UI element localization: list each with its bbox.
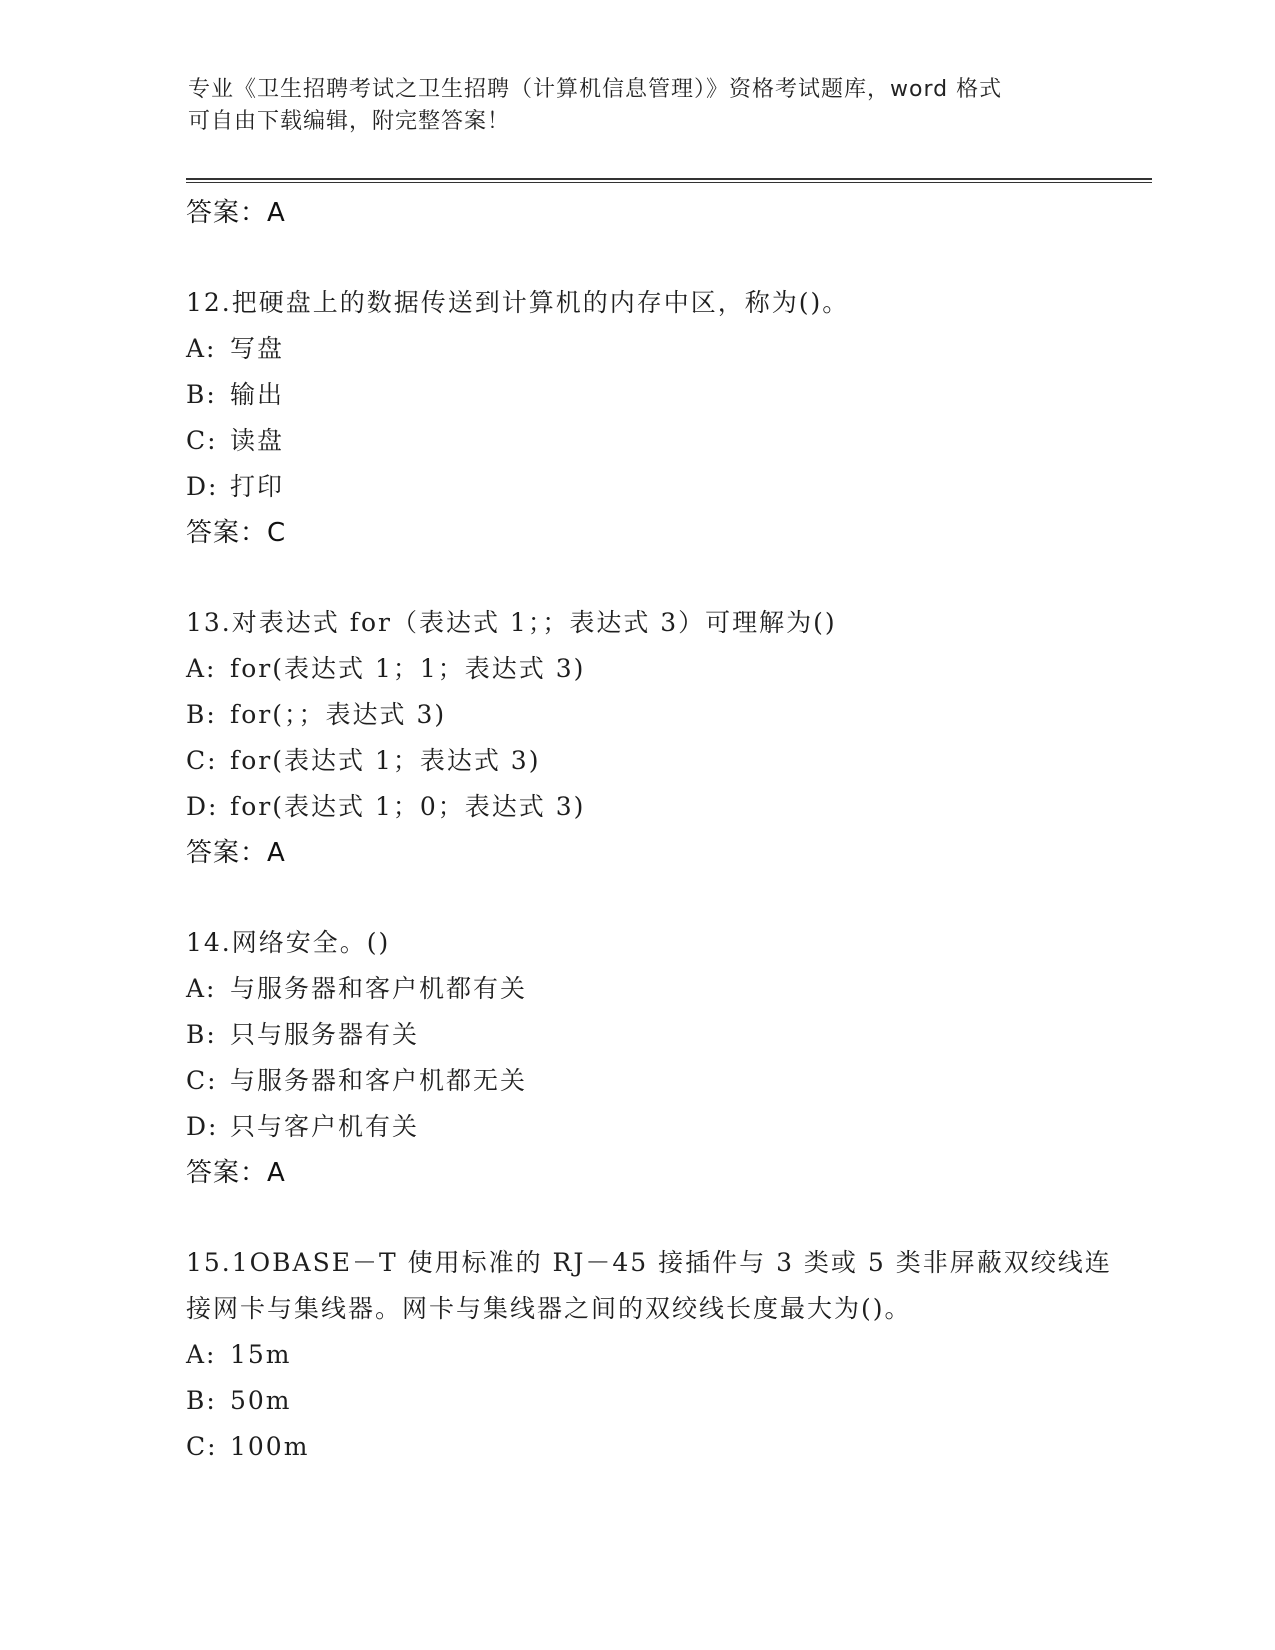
option-d — [186, 784, 1106, 830]
option-text: 只与客户机有关 — [230, 1112, 420, 1141]
option-letter: B: — [186, 1020, 217, 1049]
option-letter: D: — [186, 792, 219, 821]
option-text: 与服务器和客户机都有关 — [230, 974, 528, 1003]
option-c — [186, 1058, 1106, 1104]
option-letter: A: — [186, 1340, 217, 1369]
question-stem-line-1: 15.1OBASE－T 使用标准的 RJ－45 接插件与 3 类或 5 类非屏蔽双绞线连 — [186, 1248, 1112, 1277]
option-text: for(；；表达式 3) — [230, 700, 447, 729]
option-letter: C: — [186, 746, 218, 775]
option-a — [186, 326, 1106, 372]
header-line-2: 可自由下载编辑，附完整答案！ — [188, 109, 511, 134]
option-letter: B: — [186, 1386, 217, 1415]
answer-line: 答案：A — [186, 198, 286, 228]
option-b — [186, 372, 1106, 418]
option-text: 15m — [230, 1340, 292, 1369]
document-header — [188, 74, 1068, 138]
option-c — [186, 418, 1106, 464]
question-12 — [186, 280, 1106, 556]
question-list — [186, 190, 1112, 1470]
option-c — [186, 738, 1106, 784]
option-letter: C: — [186, 1066, 218, 1095]
option-text: for(表达式 1；0；表达式 3) — [230, 792, 586, 821]
option-b — [186, 1012, 1106, 1058]
question-14 — [186, 920, 1106, 1196]
option-a — [186, 1332, 1106, 1378]
option-b — [186, 692, 1106, 738]
question-stem: 13.对表达式 for（表达式 1；；表达式 3）可理解为() — [186, 608, 837, 637]
header-line-1: 专业《卫生招聘考试之卫生招聘（计算机信息管理）》资格考试题库，word 格式 — [188, 77, 1003, 102]
option-letter: C: — [186, 426, 218, 455]
option-text: 100m — [230, 1432, 310, 1461]
option-letter: C: — [186, 1432, 218, 1461]
option-text: 只与服务器有关 — [230, 1020, 420, 1049]
option-text: for(表达式 1；表达式 3) — [230, 746, 541, 775]
question-stem: 12.把硬盘上的数据传送到计算机的内存中区，称为()。 — [186, 288, 850, 317]
answer-line: 答案：A — [186, 838, 286, 868]
option-d — [186, 464, 1106, 510]
option-text: 写盘 — [230, 334, 285, 363]
option-letter: B: — [186, 700, 217, 729]
option-d — [186, 1104, 1106, 1150]
option-letter: A: — [186, 974, 217, 1003]
option-text: 读盘 — [230, 426, 285, 455]
header-divider — [186, 178, 1152, 183]
question-15 — [186, 1240, 1112, 1470]
option-a — [186, 646, 1106, 692]
option-letter: D: — [186, 472, 219, 501]
option-letter: A: — [186, 334, 217, 363]
option-text: for(表达式 1；1；表达式 3) — [230, 654, 586, 683]
answer-line: 答案：C — [186, 518, 287, 548]
question-stem-line-2: 接网卡与集线器。网卡与集线器之间的双绞线长度最大为()。 — [186, 1294, 912, 1323]
option-letter: D: — [186, 1112, 219, 1141]
option-c — [186, 1424, 1106, 1470]
option-a — [186, 966, 1106, 1012]
answer-line: 答案：A — [186, 1158, 286, 1188]
question-13 — [186, 600, 1106, 876]
option-b — [186, 1378, 1106, 1424]
option-letter: A: — [186, 654, 217, 683]
option-letter: B: — [186, 380, 217, 409]
option-text: 与服务器和客户机都无关 — [230, 1066, 528, 1095]
option-text: 50m — [230, 1386, 292, 1415]
option-text: 输出 — [230, 380, 285, 409]
question-stem: 14.网络安全。() — [186, 928, 391, 957]
option-text: 打印 — [230, 472, 285, 501]
